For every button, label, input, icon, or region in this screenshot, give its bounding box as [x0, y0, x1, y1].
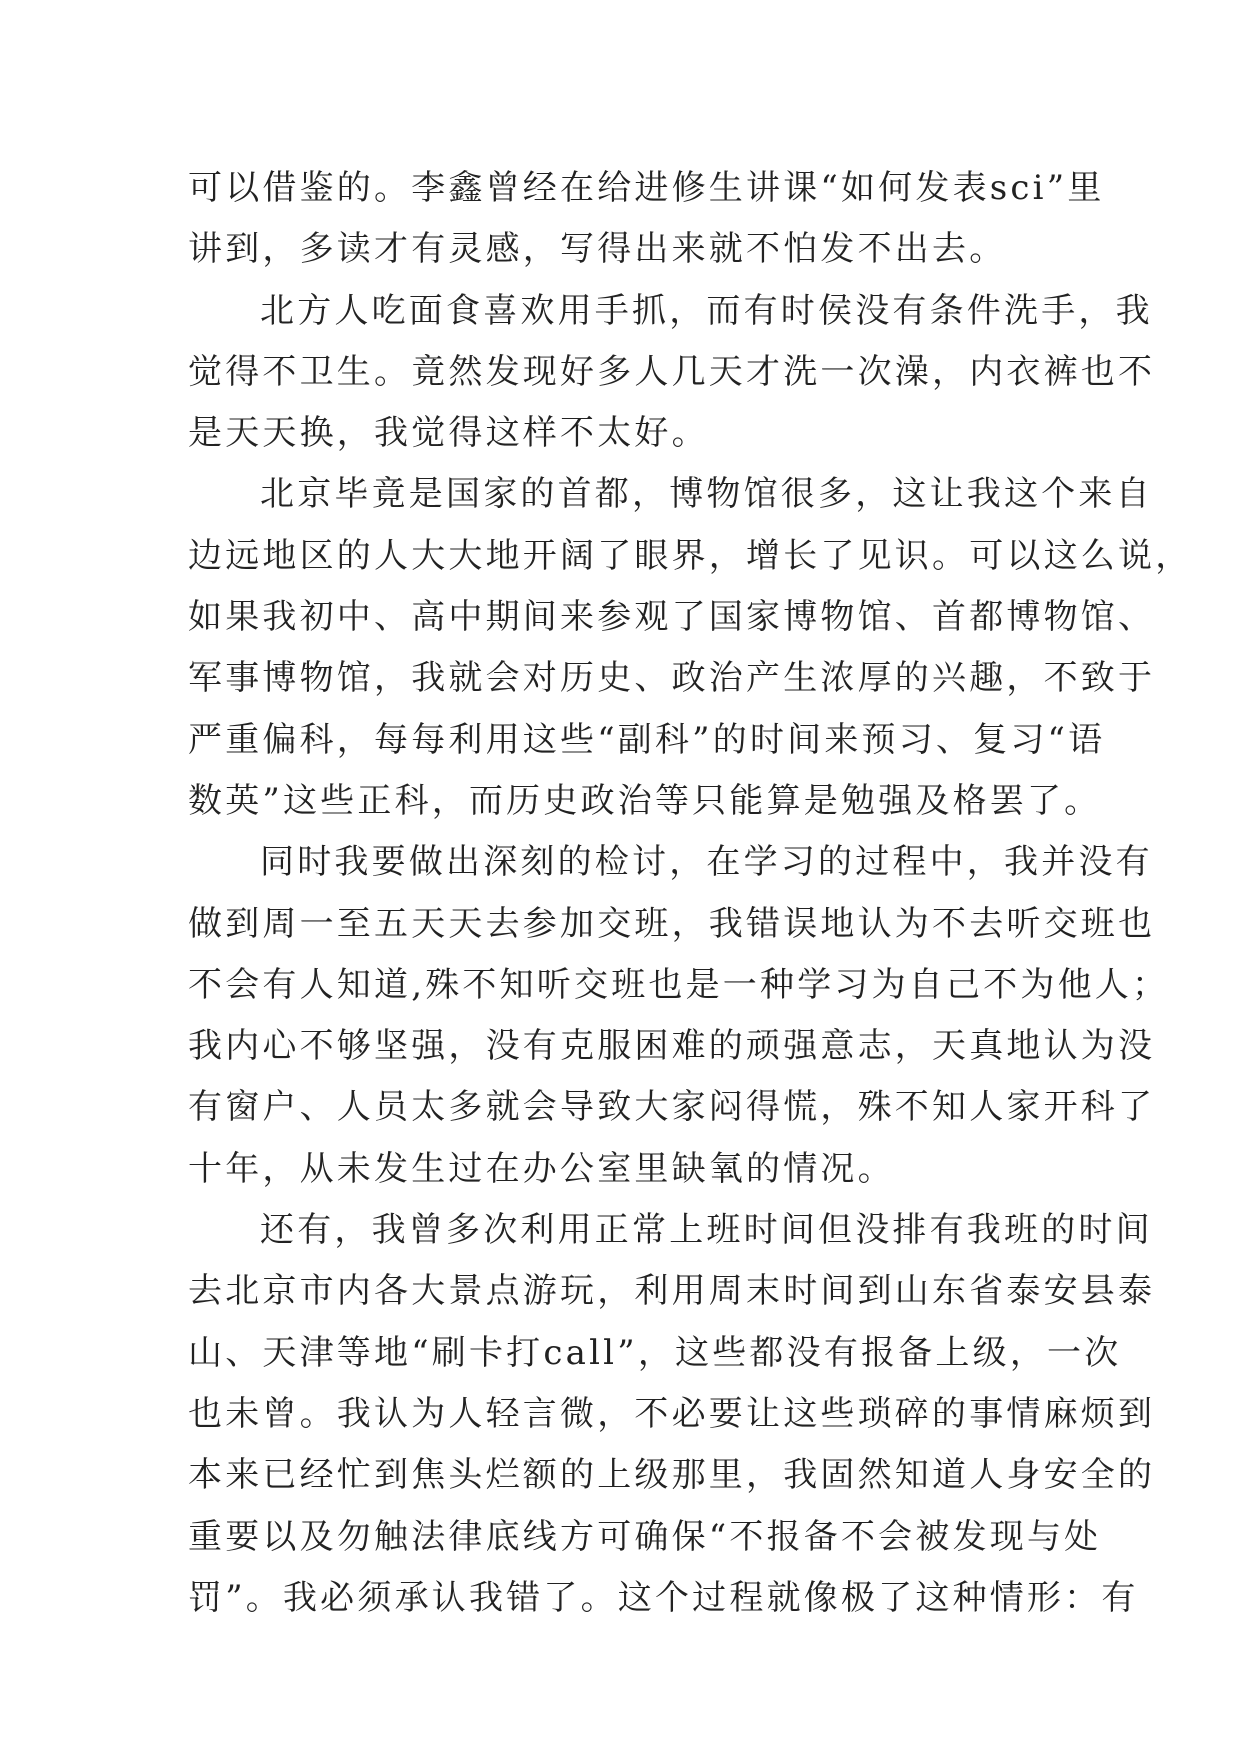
text-line: 如果我初中、高中期间来参观了国家博物馆、首都博物馆、 — [188, 597, 1156, 638]
text-line: 边远地区的人大大地开阔了眼界，增长了见识。可以这么说， — [188, 535, 1193, 576]
text-line: 军事博物馆，我就会对历史、政治产生浓厚的兴趣，不致于 — [188, 658, 1156, 699]
text-line: 也未曾。我认为人轻言微，不必要让这些琐碎的事情麻烦到 — [188, 1393, 1156, 1434]
text-line: 罚”。我必须承认我错了。这个过程就像极了这种情形：有 — [188, 1577, 1139, 1618]
text-line: 本来已经忙到焦头烂额的上级那里，我固然知道人身安全的 — [188, 1455, 1156, 1496]
text-line: 十年，从未发生过在办公室里缺氧的情况。 — [188, 1148, 895, 1189]
text-line: 我内心不够坚强，没有克服困难的顽强意志，天真地认为没 — [188, 1026, 1156, 1067]
text-line: 重要以及勿触法律底线方可确保“不报备不会被发现与处 — [188, 1516, 1102, 1557]
paragraph-start-line: 北京毕竟是国家的首都，博物馆很多，这让我这个来自 — [260, 474, 1153, 515]
text-line: 是天天换，我觉得这样不太好。 — [188, 413, 709, 454]
text-line: 有窗户、人员太多就会导致大家闷得慌，殊不知人家开科了 — [188, 1087, 1156, 1128]
text-line: 数英”这些正科，而历史政治等只能算是勉强及格罢了。 — [188, 780, 1102, 821]
text-line: 觉得不卫生。竟然发现好多人几天才洗一次澡，内衣裤也不 — [188, 351, 1156, 392]
text-line: 做到周一至五天天去参加交班，我错误地认为不去听交班也 — [188, 903, 1156, 944]
text-line: 严重偏科，每每利用这些“副科”的时间来预习、复习“语 — [188, 719, 1106, 760]
text-line: 可以借鉴的。李鑫曾经在给进修生讲课“如何发表sci”里 — [188, 168, 1105, 208]
paragraph-start-line: 北方人吃面食喜欢用手抓，而有时侯没有条件洗手，我 — [260, 290, 1153, 331]
body-text — [188, 158, 1193, 1629]
text-line: 去北京市内各大景点游玩，利用周末时间到山东省泰安县泰 — [188, 1271, 1156, 1312]
text-line: 讲到，多读才有灵感，写得出来就不怕发不出去。 — [188, 229, 1007, 270]
text-line: 不会有人知道,殊不知听交班也是一种学习为自己不为他人； — [188, 964, 1170, 1005]
paragraph-start-line: 同时我要做出深刻的检讨，在学习的过程中，我并没有 — [260, 842, 1153, 883]
paragraph-start-line: 还有，我曾多次利用正常上班时间但没排有我班的时间 — [260, 1210, 1153, 1251]
text-line: 山、天津等地“刷卡打call”，这些都没有报备上级，一次 — [188, 1332, 1122, 1373]
